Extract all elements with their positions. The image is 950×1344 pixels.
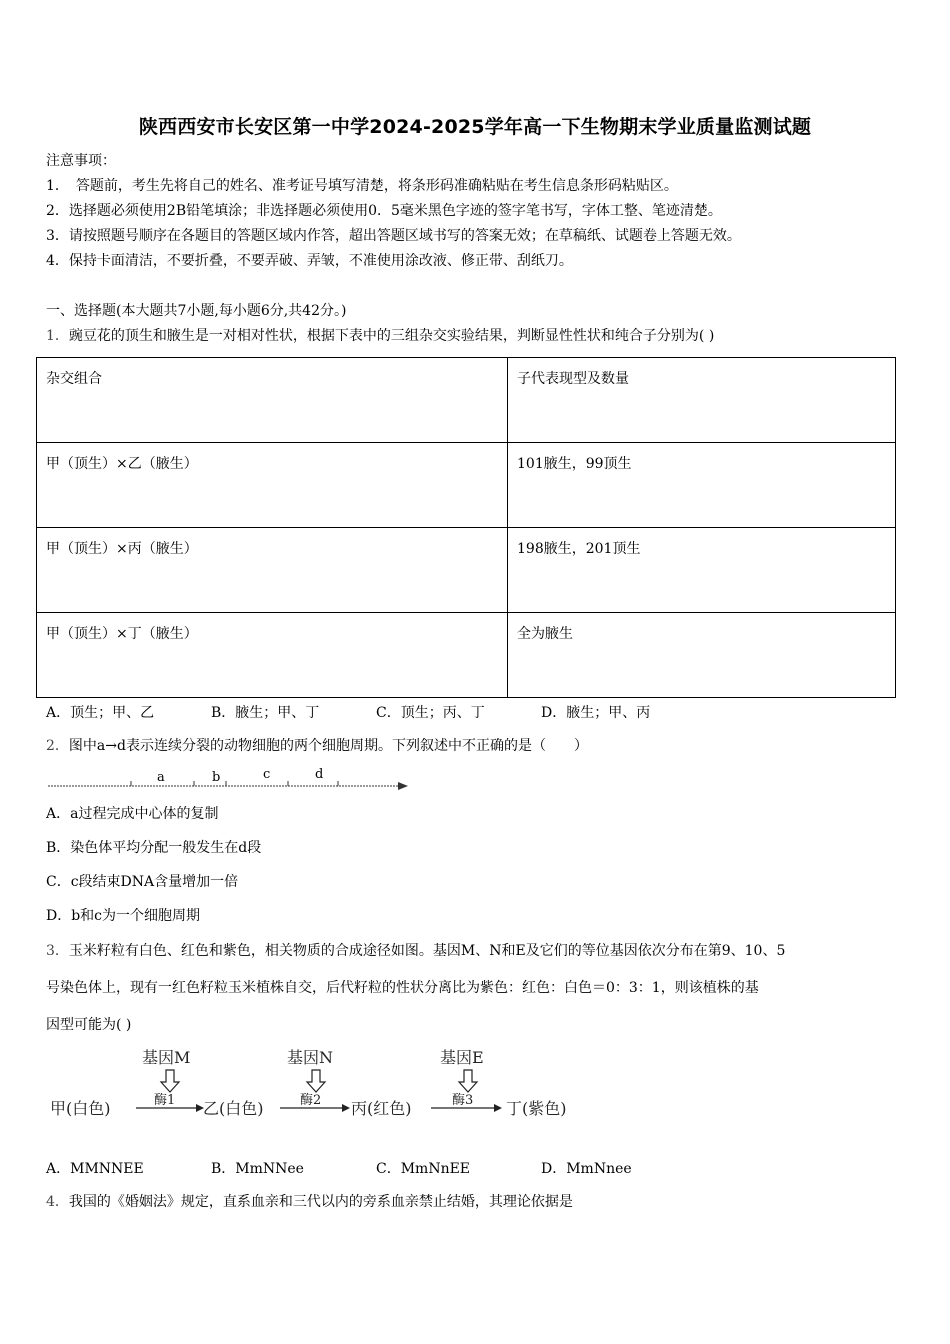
- table-header: 杂交组合: [37, 358, 508, 443]
- down-arrow-icon: [161, 1070, 179, 1092]
- question-stem: 我国的《婚姻法》规定，直系血亲和三代以内的旁系血亲禁止结婚，其理论依据是: [68, 1194, 573, 1210]
- option-c[interactable]: C．MmNnEE: [376, 1161, 471, 1177]
- table-row: [37, 528, 896, 613]
- option-c[interactable]: C．c段结束DNA含量增加一倍: [46, 874, 239, 890]
- question-3-options: [46, 1158, 632, 1178]
- table-cell: 甲（顶生）×丁（腋生）: [37, 613, 508, 698]
- option-c[interactable]: C．顶生；丙、丁: [376, 705, 485, 721]
- option-b[interactable]: B．腋生；甲、丁: [211, 705, 320, 721]
- question-number: 2．: [46, 738, 69, 754]
- substance-label: 丁(紫色): [506, 1099, 567, 1118]
- option-d[interactable]: D．b和c为一个细胞周期: [46, 908, 201, 924]
- question-stem: 豌豆花的顶生和腋生是一对相对性状，根据下表中的三组杂交实验结果，判断显性性状和纯合子分别为( ): [68, 328, 715, 344]
- table-header: 子代表现型及数量: [508, 358, 896, 443]
- option-a[interactable]: A．a过程完成中心体的复制: [46, 806, 219, 822]
- substance-label: 甲(白色): [50, 1099, 111, 1118]
- question-1: [46, 326, 714, 346]
- table-cell: 198腋生，201顶生: [508, 528, 896, 613]
- arrowhead-icon: [494, 1104, 502, 1112]
- enzyme-label: 酶2: [300, 1093, 322, 1108]
- notice-item-4: 4．保持卡面清洁，不要折叠，不要弄破、弄皱，不准使用涂改液、修正带、刮纸刀。: [46, 253, 573, 269]
- table-row: [37, 613, 896, 698]
- table-row: [37, 443, 896, 528]
- gene-label: 基因M: [142, 1048, 191, 1067]
- table-cell: 甲（顶生）×乙（腋生）: [37, 443, 508, 528]
- down-arrow-icon: [459, 1070, 477, 1092]
- question-number: 4．: [46, 1194, 69, 1210]
- arrowhead-icon: [342, 1104, 350, 1112]
- segment-label-c: c: [263, 767, 271, 782]
- synthesis-pathway-diagram: [46, 1044, 606, 1124]
- option-a[interactable]: A．MMNNEE: [46, 1161, 144, 1177]
- question-stem: 玉米籽粒有白色、红色和紫色，相关物质的合成途径如图。基因M、N和E及它们的等位基因依次分布在第9、10、5: [68, 943, 786, 959]
- segment-label-b: b: [212, 770, 221, 785]
- segment-label-d: d: [315, 767, 324, 782]
- notice-heading: 注意事项：: [46, 153, 116, 169]
- timeline-arrowhead: [398, 782, 408, 790]
- notice-item-3: 3．请按照题号顺序在各题目的答题区域内作答，超出答题区域书写的答案无效；在草稿纸、试题卷上答题无效。: [46, 228, 741, 244]
- notice-item-1: 1． 答题前，考生先将自己的姓名、准考证号填写清楚，将条形码准确粘贴在考生信息条形码粘贴区。: [46, 178, 678, 194]
- section-heading: 一、选择题(本大题共7小题,每小题6分,共42分。): [46, 303, 347, 319]
- table-cell: 101腋生，99顶生: [508, 443, 896, 528]
- gene-label: 基因E: [440, 1048, 484, 1067]
- enzyme-label: 酶3: [452, 1093, 474, 1108]
- down-arrow-icon: [307, 1070, 325, 1092]
- option-d[interactable]: D．MmNnee: [541, 1161, 632, 1177]
- question-2: [46, 736, 588, 756]
- substance-label: 丙(红色): [351, 1099, 412, 1118]
- notice-item-2: 2．选择题必须使用2B铅笔填涂；非选择题必须使用0．5毫米黑色字迹的签字笔书写，字体工整、笔迹清楚。: [46, 203, 722, 219]
- question-4: [46, 1192, 573, 1212]
- enzyme-label: 酶1: [154, 1093, 176, 1108]
- segment-label-a: a: [157, 770, 165, 785]
- question-stem: 图中a→d表示连续分裂的动物细胞的两个细胞周期。下列叙述中不正确的是（ ）: [68, 738, 588, 754]
- question-3: [46, 941, 785, 961]
- substance-label: 乙(白色): [203, 1099, 264, 1118]
- page-title: 陕西西安市长安区第一中学2024-2025学年高一下生物期末学业质量监测试题: [138, 116, 812, 138]
- table-cell: 甲（顶生）×丙（腋生）: [37, 528, 508, 613]
- cross-table: [36, 357, 896, 698]
- option-b[interactable]: B．MmNNee: [211, 1161, 304, 1177]
- question-3-line-3: 因型可能为( ): [46, 1017, 132, 1033]
- question-3-line-2: 号染色体上，现有一红色籽粒玉米植株自交，后代籽粒的性状分离比为紫色：红色：白色＝0：3：1，则该植株的基: [46, 980, 759, 996]
- question-number: 1．: [46, 328, 69, 344]
- question-1-options: [46, 702, 650, 722]
- option-a[interactable]: A．顶生；甲、乙: [46, 705, 155, 721]
- question-number: 3．: [46, 943, 69, 959]
- option-b[interactable]: B．染色体平均分配一般发生在d段: [46, 840, 262, 856]
- table-cell: 全为腋生: [508, 613, 896, 698]
- cell-cycle-diagram: [46, 764, 416, 796]
- table-header-row: [37, 358, 896, 443]
- option-d[interactable]: D．腋生；甲、丙: [541, 705, 651, 721]
- gene-label: 基因N: [287, 1048, 334, 1067]
